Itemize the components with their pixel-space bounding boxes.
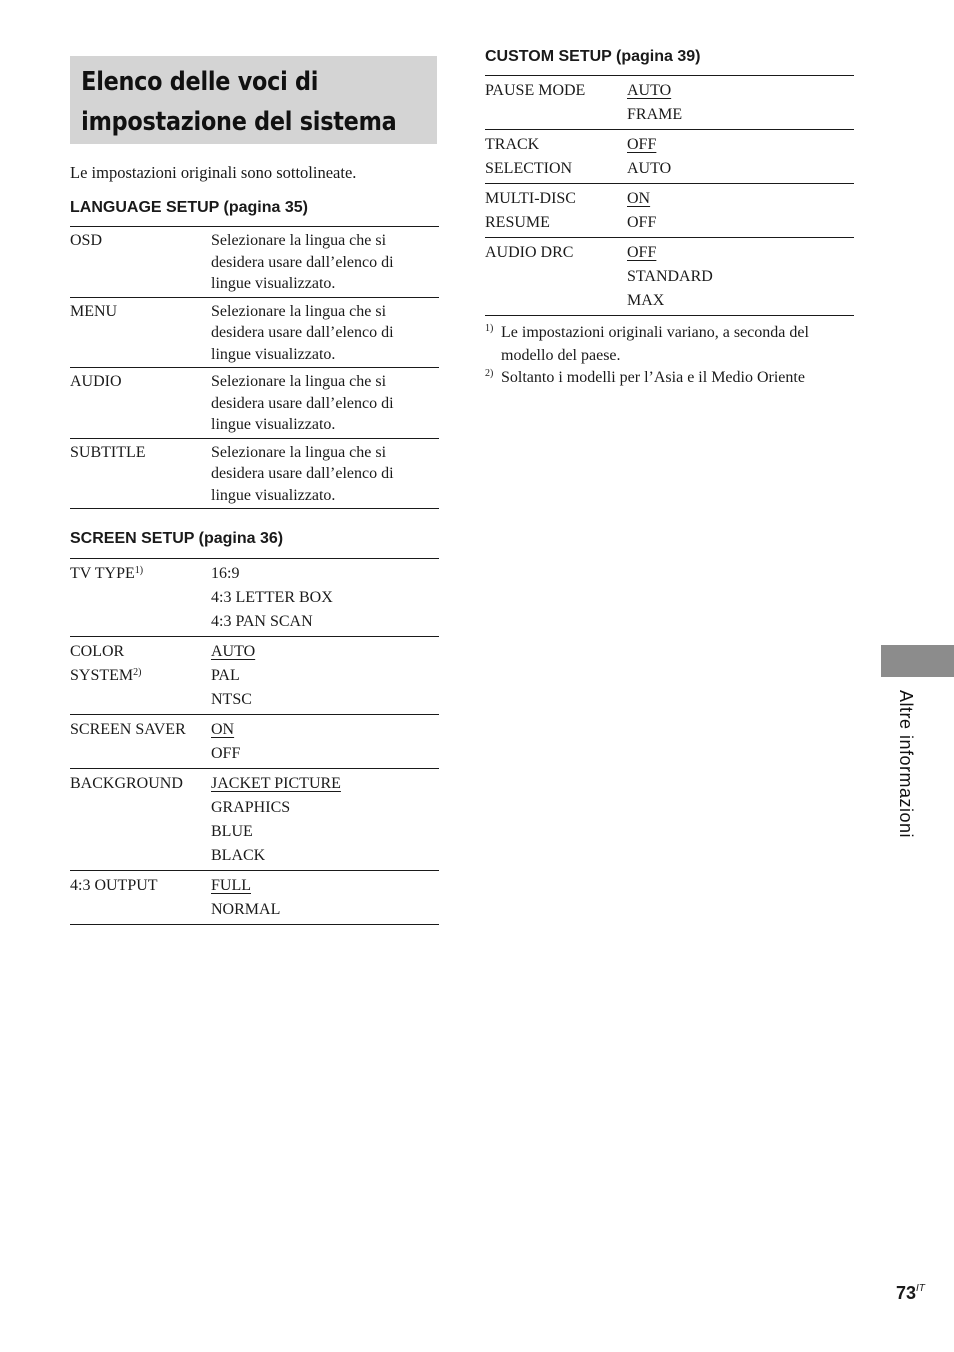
table-row (70, 715, 439, 769)
description-line: Selezionare la lingua che si (211, 373, 387, 390)
setting-name-line: BACKGROUND (70, 775, 183, 792)
default-option: FULL (211, 877, 251, 894)
table-row (485, 238, 854, 316)
setting-name: MENU (70, 302, 118, 320)
option: NTSC (211, 691, 252, 708)
setting-description (211, 227, 439, 298)
option: BLACK (211, 847, 266, 864)
table-row (70, 227, 439, 298)
setting-description (211, 368, 439, 439)
default-option: ON (627, 190, 651, 207)
section-side-label-text: Altre informazioni (896, 690, 916, 839)
page-number-suffix: IT (916, 1283, 925, 1294)
footnote-ref: 1) (134, 565, 144, 576)
option-list (627, 76, 854, 130)
setting-name-line: AUDIO DRC (485, 244, 574, 261)
default-option: AUTO (627, 82, 672, 99)
option: FRAME (627, 106, 683, 123)
setting-name (485, 76, 627, 130)
page-number-value: 73 (896, 1283, 917, 1303)
option: STANDARD (627, 268, 713, 285)
setting-name-line: TRACK (485, 136, 540, 153)
screen-setup-table (70, 558, 439, 925)
option: PAL (211, 667, 240, 684)
description-line: desidera usare dall’elenco di (211, 324, 394, 341)
option-list (211, 559, 439, 637)
option-list (627, 238, 854, 316)
intro-text: Le impostazioni originali sono sottolineate. (70, 163, 357, 182)
footnote-mark: 2) (485, 368, 494, 379)
option: 4:3 PAN SCAN (211, 613, 313, 630)
page-number (896, 1283, 925, 1304)
default-option: OFF (627, 244, 657, 261)
table-row (70, 368, 439, 439)
table-row (485, 130, 854, 184)
table-row (70, 769, 439, 871)
footnote-1 (485, 322, 855, 367)
title-box (70, 56, 437, 144)
setting-name-line: 4:3 OUTPUT (70, 877, 158, 894)
option-list (211, 715, 439, 769)
option: OFF (211, 745, 241, 762)
option: NORMAL (211, 901, 281, 918)
section-tab-marker (881, 645, 954, 677)
setting-name-line: SELECTION (485, 160, 573, 177)
table-row (70, 559, 439, 637)
language-setup-heading: LANGUAGE SETUP (pagina 35) (70, 199, 308, 216)
setting-name (485, 238, 627, 316)
description-line: lingue visualizzato. (211, 275, 336, 292)
footnote-ref: 2) (133, 667, 142, 678)
footnote-mark: 1) (485, 323, 494, 334)
description-line: desidera usare dall’elenco di (211, 465, 394, 482)
setting-name: OSD (70, 232, 103, 249)
language-setup-table (70, 226, 439, 509)
setting-name-line: MULTI-DISC (485, 190, 576, 207)
description-line: Selezionare la lingua che si (211, 232, 387, 249)
setting-name: AUDIO (70, 373, 122, 390)
default-option: AUTO (211, 643, 256, 660)
option: BLUE (211, 823, 253, 840)
setting-name-line: PAUSE MODE (485, 82, 586, 99)
option: 4:3 LETTER BOX (211, 589, 333, 606)
description-line: lingue visualizzato. (211, 486, 336, 504)
page-title (70, 56, 397, 142)
table-row (485, 76, 854, 130)
footnotes (485, 322, 855, 390)
setting-name (485, 184, 627, 238)
option: AUTO (627, 160, 672, 177)
footnote-text: Soltanto i modelli per l’Asia e il Medio Oriente (501, 369, 805, 386)
setting-name (70, 769, 211, 871)
setting-description (211, 297, 439, 368)
setting-description (211, 438, 439, 509)
setting-name-line: RESUME (485, 214, 550, 231)
option: GRAPHICS (211, 799, 291, 816)
option-list (211, 871, 439, 925)
table-row (70, 438, 439, 509)
setting-name (485, 130, 627, 184)
option: 16:9 (211, 565, 240, 582)
option-list (211, 637, 439, 715)
option-list (627, 130, 854, 184)
default-option: ON (211, 721, 235, 738)
section-side-label (893, 690, 917, 890)
setting-name-line: SYSTEM$^{2)}$ (70, 667, 142, 684)
default-option: JACKET PICTURE (211, 775, 341, 792)
setting-name-line: TV TYPE$^{1)}$ (70, 565, 144, 582)
description-line: lingue visualizzato. (211, 345, 336, 363)
table-row (70, 871, 439, 925)
description-line: Selezionare la lingua che si (211, 443, 387, 461)
description-line: lingue visualizzato. (211, 416, 336, 433)
option-list (211, 769, 439, 871)
setting-name: SUBTITLE (70, 443, 146, 461)
screen-setup-heading: SCREEN SETUP (pagina 36) (70, 530, 284, 547)
setting-name (70, 637, 211, 715)
custom-setup-heading: CUSTOM SETUP (pagina 39) (485, 48, 701, 65)
footnote-text: Le impostazioni originali variano, a seconda del modello del paese. (501, 324, 809, 364)
setting-name (70, 871, 211, 925)
setting-name-line: SCREEN SAVER (70, 721, 186, 738)
footnote-2 (485, 367, 855, 390)
description-line: desidera usare dall’elenco di (211, 253, 394, 271)
setting-name-line: COLOR (70, 643, 125, 660)
option-list (627, 184, 854, 238)
table-row (70, 637, 439, 715)
page-title-line-2: impostazione del sistema (81, 107, 397, 137)
option: MAX (627, 292, 665, 309)
setting-name (70, 715, 211, 769)
default-option: OFF (627, 136, 657, 153)
option: OFF (627, 214, 657, 231)
table-row (70, 297, 439, 368)
setting-name (70, 559, 211, 637)
description-line: desidera usare dall’elenco di (211, 394, 394, 412)
custom-setup-table (485, 75, 854, 316)
page-title-line-1: Elenco delle voci di (81, 67, 319, 97)
table-row (485, 184, 854, 238)
description-line: Selezionare la lingua che si (211, 302, 387, 320)
